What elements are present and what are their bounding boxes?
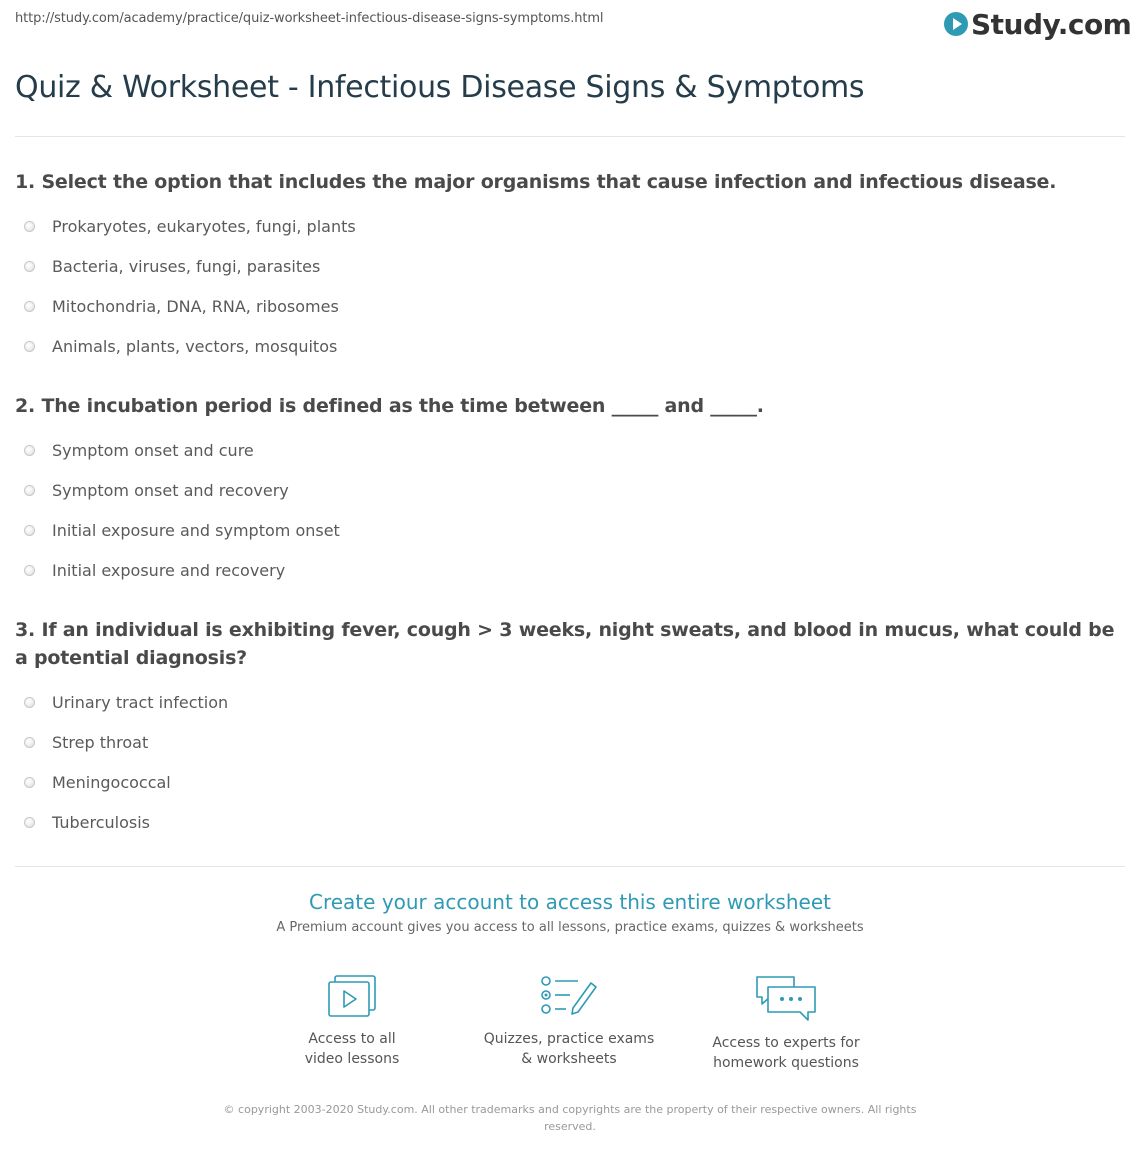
answer-option[interactable] [15, 550, 1115, 590]
option-label: Initial exposure and symptom onset [52, 520, 340, 540]
option-label: Urinary tract infection [52, 692, 229, 712]
feature-label [252, 1029, 452, 1069]
answer-option[interactable] [15, 246, 1115, 286]
question-2 [15, 392, 1115, 590]
answer-option[interactable] [15, 470, 1115, 510]
radio-button[interactable] [24, 737, 35, 748]
option-label: Symptom onset and recovery [52, 480, 289, 500]
radio-button[interactable] [24, 525, 35, 536]
radio-button[interactable] [24, 445, 35, 456]
video-lessons-icon [327, 975, 377, 1019]
feature-label-line: Access to all [308, 1031, 396, 1047]
option-label: Symptom onset and cure [52, 440, 254, 460]
answer-option[interactable] [15, 510, 1115, 550]
chat-bubbles-icon [754, 975, 818, 1023]
feature-experts [686, 975, 886, 1073]
option-label: Mitochondria, DNA, RNA, ribosomes [52, 296, 339, 316]
answer-option[interactable] [15, 722, 1115, 762]
cta-subtitle: A Premium account gives you access to all lessons, practice exams, quizzes & worksheets [276, 920, 864, 935]
answer-option[interactable] [15, 206, 1115, 246]
feature-video-lessons [252, 975, 452, 1069]
option-label: Tuberculosis [52, 812, 150, 832]
feature-label [686, 1033, 886, 1073]
radio-button[interactable] [24, 485, 35, 496]
option-label: Strep throat [52, 732, 149, 752]
play-logo-icon [944, 12, 968, 36]
radio-button[interactable] [24, 221, 35, 232]
feature-label [469, 1029, 669, 1069]
question-text: 2. The incubation period is defined as the time between _____ and _____. [15, 395, 764, 417]
radio-button[interactable] [24, 777, 35, 788]
radio-button[interactable] [24, 697, 35, 708]
answer-option[interactable] [15, 430, 1115, 470]
answer-option[interactable] [15, 802, 1115, 842]
answer-options [15, 430, 1115, 590]
option-label: Initial exposure and recovery [52, 560, 286, 580]
answer-option[interactable] [15, 762, 1115, 802]
feature-quizzes [469, 975, 669, 1069]
page-url: http://study.com/academy/practice/quiz-worksheet-infectious-disease-signs-symptoms.html [15, 11, 604, 26]
answer-options [15, 682, 1115, 842]
page-title: Quiz & Worksheet - Infectious Disease Signs & Symptoms [15, 70, 865, 105]
feature-label-line: & worksheets [521, 1051, 617, 1067]
divider [15, 136, 1125, 137]
option-label: Meningococcal [52, 772, 171, 792]
answer-option[interactable] [15, 326, 1115, 366]
question-text: 1. Select the option that includes the major organisms that cause infection and infectious disease. [15, 171, 1057, 193]
answer-options [15, 206, 1115, 366]
feature-label-line: video lessons [304, 1051, 400, 1067]
radio-button[interactable] [24, 565, 35, 576]
radio-button[interactable] [24, 261, 35, 272]
question-1 [15, 168, 1115, 366]
option-label: Prokaryotes, eukaryotes, fungi, plants [52, 216, 356, 236]
feature-label-line: Quizzes, practice exams [483, 1031, 655, 1047]
logo-text: Study.com [971, 7, 1132, 41]
radio-button[interactable] [24, 301, 35, 312]
copyright-text: © copyright 2003-2020 Study.com. All other trademarks and copyrights are the property of their respective owners. All rights reserved. [223, 1103, 917, 1133]
signup-cta [0, 890, 1140, 935]
divider [15, 866, 1125, 867]
feature-label-line: Access to experts for [712, 1035, 860, 1051]
cta-link[interactable]: Create your account to access this entire worksheet [309, 890, 831, 914]
quiz-checklist-icon [540, 975, 598, 1019]
option-label: Bacteria, viruses, fungi, parasites [52, 256, 321, 276]
answer-option[interactable] [15, 286, 1115, 326]
radio-button[interactable] [24, 341, 35, 352]
answer-option[interactable] [15, 682, 1115, 722]
feature-label-line: homework questions [713, 1055, 859, 1071]
question-text: 3. If an individual is exhibiting fever, cough > 3 weeks, night sweats, and blood in mucus, what could be a potential diagnosis? [15, 619, 1115, 669]
study-logo[interactable] [944, 6, 1131, 42]
question-3 [15, 616, 1115, 842]
option-label: Animals, plants, vectors, mosquitos [52, 336, 338, 356]
radio-button[interactable] [24, 817, 35, 828]
